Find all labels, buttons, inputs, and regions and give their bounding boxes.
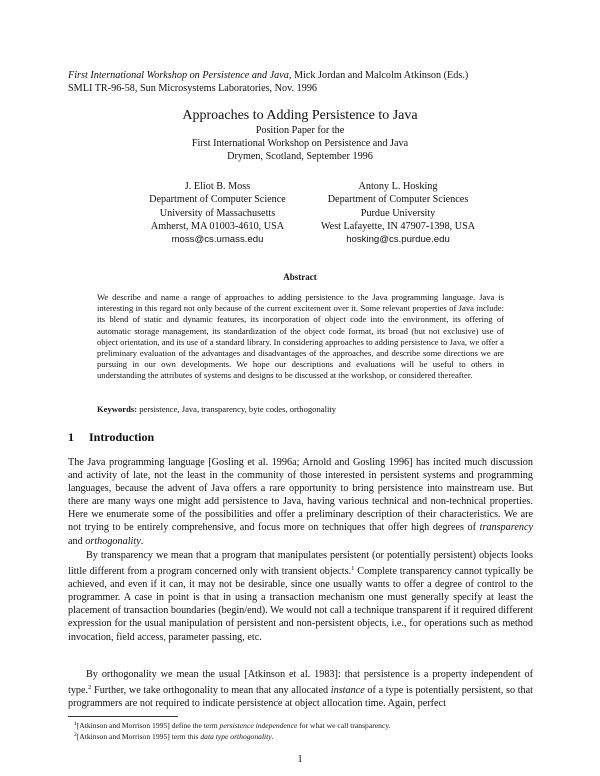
author-name: J. Eliot B. Moss (184, 181, 251, 192)
emphasis-orthogonality: orthogonality (85, 535, 141, 547)
emphasis-instance: instance (330, 685, 365, 697)
paragraph-text: . (140, 535, 144, 547)
footnote-marker: 2 (88, 684, 92, 692)
author-block-moss (115, 180, 320, 246)
subtitle-line-1: Position Paper for the (255, 125, 345, 136)
paragraph-text: and (68, 535, 86, 547)
footnote-marker: 1 (351, 565, 355, 573)
editors: , Mick Jordan and Malcolm Atkinson (Eds.) (288, 70, 469, 81)
emphasis-transparency: transparency (479, 522, 533, 534)
section-title: Introduction (89, 430, 155, 444)
footnote-text: for what we call transparency. (297, 721, 391, 730)
subtitle-line-3: Drymen, Scotland, September 1996 (227, 150, 373, 162)
intro-paragraph-3 (68, 668, 533, 710)
footnote-text: [Atkinson and Morrison 1995] define the term (76, 721, 220, 730)
author-institution: Purdue University (360, 207, 436, 219)
footnote-text: [Atkinson and Morrison 1995] term this (76, 732, 201, 741)
paragraph-text: of a type is potentially persistent, so that programmers are not required to indicate persistence at object allocation time. Again, perfect (68, 685, 534, 710)
intro-paragraph-1 (68, 456, 533, 548)
paper-title: Approaches to Adding Persistence to Java (182, 108, 418, 123)
author-name: Antony L. Hosking (358, 181, 438, 192)
footnote-emphasis: persistence independence (219, 721, 298, 730)
footnote-emphasis: data type orthogonality (200, 732, 272, 741)
footnote-mark: 2 (74, 732, 77, 738)
footnote-rule (68, 716, 178, 717)
workshop-name: First International Workshop on Persistence and Java (68, 70, 289, 81)
footnote-text: . (271, 732, 274, 741)
report-line: SMLI TR-96-58, Sun Microsystems Laboratories, Nov. 1996 (68, 83, 318, 94)
paragraph-text: By transparency we mean that a program that manipulates persistent (or potentially persistent) objects looks little different from a program concerned only with transient objects. (68, 550, 533, 578)
subtitle-line-2: First International Workshop on Persistence and Java (191, 137, 409, 149)
keywords (97, 404, 504, 415)
abstract-heading: Abstract (283, 272, 317, 282)
author-address: Amherst, MA 01003-4610, USA (150, 220, 285, 232)
paragraph-text: By orthogonality we mean the usual [Atkinson et al. 1983]: that persistence is a property independent of type. (68, 669, 533, 697)
footnote-2 (68, 730, 533, 742)
author-block-hosking (293, 180, 503, 246)
paragraph-text: The Java programming language [Gosling et al. 1996a; Arnold and Gosling 1996] has incited much discussion and activity of late, not the least in the community of those interested in persistent systems and programming languages, because the advent of Java offers a rare opportunity to bring persistence into mainstream use. But there are many ways one might add persistence to Java, having various technical and non-technical properties. Here we enumerate some of the possibilities and offer a preliminary description of their characteristics. We are not trying to be entirely comprehensive, and focus more on techniques that offer high degrees of (68, 457, 533, 534)
paragraph-text: Further, we take orthogonality to mean that any allocated (91, 685, 331, 697)
footnote-mark: 1 (74, 721, 77, 727)
author-dept: Department of Computer Science (149, 194, 286, 206)
paragraph-text: Complete transparency cannot typically be achieved, and even if it can, it may not be desirable, since one usually wants to offer a degree of control to the programmer. A case in point is that in using a transaction mechanism one must generally specify at least the placement of transaction boundaries (begin/end). We would not call a technique transparent if it required different expression for the usual manipulation of persistent and non-persistent objects, i.e., for operations such as method invocation, field access, parameter passing, etc. (68, 566, 533, 643)
page-number: 1 (297, 754, 303, 765)
paper-subtitle (0, 125, 600, 163)
section-heading-introduction (68, 430, 154, 445)
header-line-1 (68, 69, 538, 82)
intro-paragraph-2 (68, 549, 533, 644)
author-address: West Lafayette, IN 47907-1398, USA (320, 220, 476, 232)
publication-header (68, 69, 538, 95)
author-email: moss@cs.umass.edu (171, 234, 264, 246)
author-institution: University of Massachusetts (159, 207, 276, 219)
section-number: 1 (68, 430, 74, 444)
abstract-text: We describe and name a range of approaches to adding persistence to the Java programming language. Java is interesting in this regard not only because of the current excitement over it. Some relevant properties of Java include: its blend of static and dynamic features, its incorporation of object code into the environment, its offering of automatic storage management, its standardization of the object code format, its broad (but not exclusive) use of object orientation, and its use of a standard library. In considering approaches to adding persistence to Java, we offer a preliminary evaluation of the advantages and disadvantages of the approaches, and describe some directions we are pursuing in our own developments. We hope our descriptions and evaluations will be useful to others in understanding the attributes of systems and designs to be discussed at the workshop, or considered thereafter. (97, 292, 504, 381)
author-email: hosking@cs.purdue.edu (346, 234, 450, 246)
keywords-list: persistence, Java, transparency, byte codes, orthogonality (137, 404, 337, 414)
keywords-label: Keywords: (97, 404, 138, 414)
author-dept: Department of Computer Sciences (327, 194, 469, 206)
